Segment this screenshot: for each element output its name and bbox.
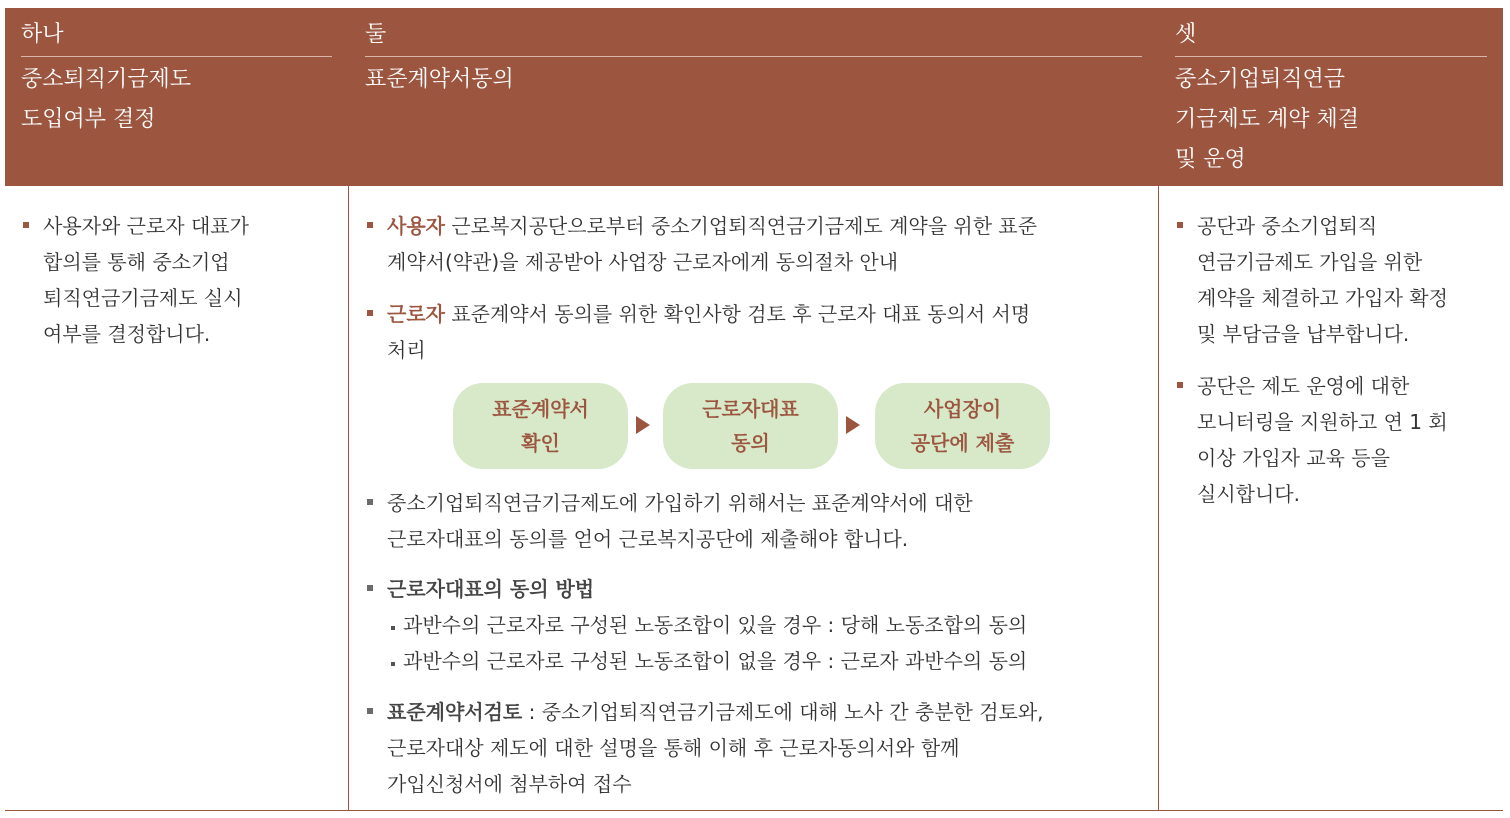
process-table xyxy=(5,8,1503,811)
bullet-marker xyxy=(23,222,29,228)
bullet-text: 공단과 중소기업퇴직 연금기금제도 가입을 위한 계약을 체결하고 가입자 확정 및 부담금을 납부합니다. xyxy=(1197,214,1448,346)
bullet-text: 공단은 제도 운영에 대한 모니터링을 지원하고 연 1 회 이상 가입자 교육 등을 실시합니다. xyxy=(1197,374,1448,506)
worker-item: 근로자 표준계약서 동의를 위한 확인사항 검토 후 근로자 대표 동의서 서명 처리 xyxy=(387,302,1031,362)
flow-step-representative-consent: 근로자대표 동의 xyxy=(663,383,838,469)
step-title: 중소퇴직기금제도 도입여부 결정 xyxy=(21,67,192,132)
step-number: 하나 xyxy=(21,22,64,47)
header-divider xyxy=(21,56,332,57)
flow-step-contract-check: 표준계약서 확인 xyxy=(453,383,628,469)
employer-item: 사용자 근로복지공단으로부터 중소기업퇴직연금기금제도 계약을 위한 표준 계약서(약관)을 제공받아 사업장 근로자에게 동의절차 안내 xyxy=(387,214,1038,274)
worker-label: 근로자 xyxy=(387,302,445,326)
flow-arrow-icon xyxy=(636,416,650,434)
flow-step-submit: 사업장이 공단에 제출 xyxy=(875,383,1050,469)
bullet-text: 사용자와 근로자 대표가 합의를 통해 중소기업 퇴직연금기금제도 실시 여부를 결정합니다. xyxy=(43,214,249,346)
bullet-marker xyxy=(1177,382,1183,388)
method-sub-item: 과반수의 근로자로 구성된 노동조합이 있을 경우 : 당해 노동조합의 동의 xyxy=(403,613,1028,637)
column-divider xyxy=(348,8,349,811)
sub-bullet-marker xyxy=(391,662,395,666)
employer-label: 사용자 xyxy=(387,214,445,238)
table-bottom-border xyxy=(5,810,1503,811)
sub-bullet-marker xyxy=(391,626,395,630)
column-two-header xyxy=(349,8,1158,186)
step-title: 표준계약서동의 xyxy=(365,67,514,92)
bullet-marker xyxy=(1177,222,1183,228)
flow-arrow-icon xyxy=(846,416,860,434)
column-three xyxy=(1159,8,1503,811)
header-divider xyxy=(365,56,1142,57)
bullet-marker xyxy=(367,499,373,505)
bullet-marker xyxy=(367,585,373,591)
bullet-marker xyxy=(367,708,373,714)
step-title: 중소기업퇴직연금 기금제도 계약 체결 및 운영 xyxy=(1175,67,1360,172)
method-sub-item: 과반수의 근로자로 구성된 노동조합이 없을 경우 : 근로자 과반수의 동의 xyxy=(403,649,1028,673)
step-number: 둘 xyxy=(365,22,387,47)
step-number: 셋 xyxy=(1175,22,1197,47)
bullet-marker xyxy=(367,222,373,228)
column-two xyxy=(349,8,1158,811)
column-divider xyxy=(1158,8,1159,811)
column-three-header xyxy=(1159,8,1503,186)
method-title: 근로자대표의 동의 방법 xyxy=(387,577,595,601)
header-divider xyxy=(1175,56,1487,57)
column-one xyxy=(5,8,348,811)
column-one-header xyxy=(5,8,348,186)
bullet-marker xyxy=(367,310,373,316)
review-label: 표준계약서검토 xyxy=(387,700,523,724)
review-item: 표준계약서검토 : 중소기업퇴직연금기금제도에 대해 노사 간 충분한 검토와, 근로자대상 제도에 대한 설명을 통해 이해 후 근로자동의서와 함께 가입신청서에 첨부하여 접수 xyxy=(387,700,1044,796)
note-text: 중소기업퇴직연금기금제도에 가입하기 위해서는 표준계약서에 대한 근로자대표의 동의를 얻어 근로복지공단에 제출해야 합니다. xyxy=(387,491,973,551)
